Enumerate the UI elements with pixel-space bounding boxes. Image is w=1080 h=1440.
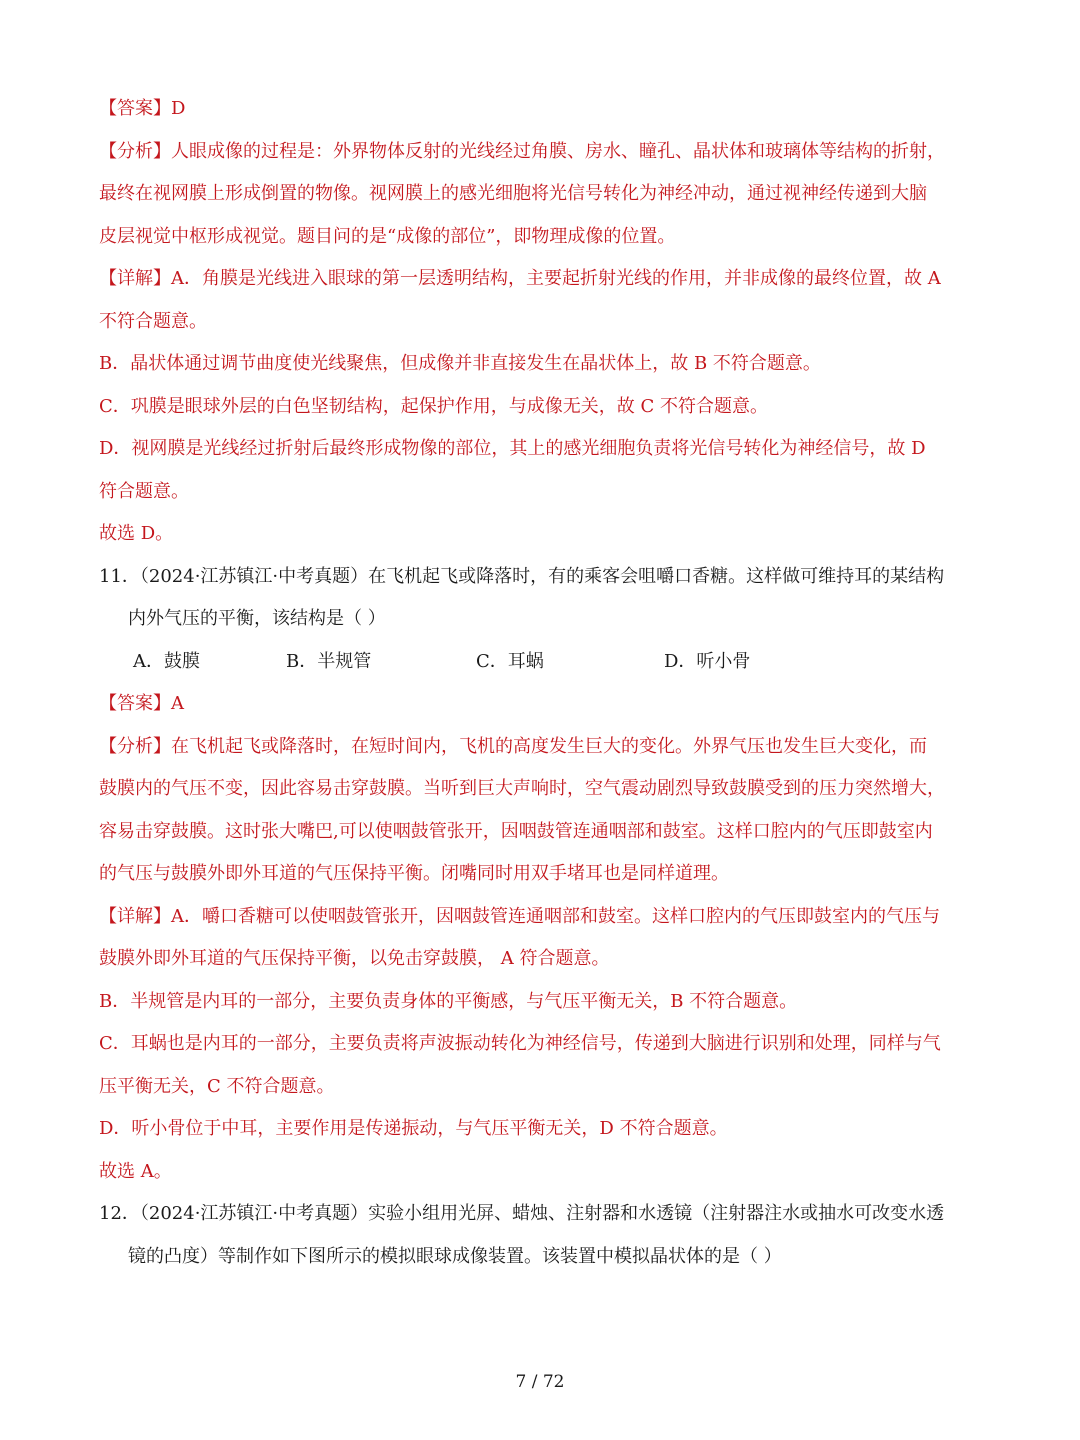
detail-line: 【详解】A．嚼口香糖可以使咽鼓管张开，因咽鼓管连通咽部和鼓室。这样口腔内的气压即鼓室内的气压与	[99, 906, 940, 927]
question-stem: 12．（2024·江苏镇江·中考真题）实验小组用光屏、蜡烛、注射器和水透镜（注射器注水或抽水可改变水透	[99, 1203, 945, 1224]
detail-line: 不符合题意。	[99, 311, 207, 332]
detail-line: 压平衡无关，C 不符合题意。	[99, 1076, 335, 1097]
final-choice: 故选 A。	[99, 1161, 172, 1182]
question-stem: 11．（2024·江苏镇江·中考真题）在飞机起飞或降落时，有的乘客会咀嚼口香糖。这样做可维持耳的某结构	[99, 566, 945, 587]
option-d: D．听小骨	[664, 651, 751, 672]
analysis-line: 容易击穿鼓膜。这时张大嘴巴,可以使咽鼓管张开，因咽鼓管连通咽部和鼓室。这样口腔内的气压即鼓室内	[99, 821, 933, 842]
detail-line: C．耳蜗也是内耳的一部分，主要负责将声波振动转化为神经信号，传递到大脑进行识别和处理，同样与气	[99, 1033, 941, 1054]
detail-line: D．听小骨位于中耳，主要作用是传递振动，与气压平衡无关，D 不符合题意。	[99, 1118, 728, 1139]
page-number: 7 / 72	[515, 1372, 565, 1392]
detail-line: B．晶状体通过调节曲度使光线聚焦，但成像并非直接发生在晶状体上，故 B 不符合题意。	[99, 353, 821, 374]
analysis-line: 鼓膜内的气压不变，因此容易击穿鼓膜。当听到巨大声响时，空气震动剧烈导致鼓膜受到的压力突然增大，	[99, 778, 945, 799]
question-stem: 内外气压的平衡，该结构是（ ）	[128, 608, 386, 629]
detail-line: B．半规管是内耳的一部分，主要负责身体的平衡感，与气压平衡无关，B 不符合题意。	[99, 991, 798, 1012]
detail-line: 符合题意。	[99, 481, 189, 502]
answer-label: 【答案】D	[99, 98, 186, 119]
option-b: B．半规管	[286, 651, 372, 672]
analysis-line: 皮层视觉中枢形成视觉。题目问的是“成像的部位”，即物理成像的位置。	[99, 226, 676, 247]
option-c: C．耳蜗	[476, 651, 544, 672]
question-stem: 镜的凸度）等制作如下图所示的模拟眼球成像装置。该装置中模拟晶状体的是（ ）	[128, 1246, 782, 1267]
detail-line: 【详解】A．角膜是光线进入眼球的第一层透明结构，主要起折射光线的作用，并非成像的最终位置，故 A	[99, 268, 941, 289]
detail-line: C．巩膜是眼球外层的白色坚韧结构，起保护作用，与成像无关，故 C 不符合题意。	[99, 396, 768, 417]
analysis-line: 【分析】人眼成像的过程是：外界物体反射的光线经过角膜、房水、瞳孔、晶状体和玻璃体等结构的折射，	[99, 141, 945, 162]
option-a: A．鼓膜	[133, 651, 200, 672]
final-choice: 故选 D。	[99, 523, 174, 544]
analysis-line: 最终在视网膜上形成倒置的物像。视网膜上的感光细胞将光信号转化为神经冲动，通过视神经传递到大脑	[99, 183, 927, 204]
answer-label: 【答案】A	[99, 693, 184, 714]
analysis-line: 的气压与鼓膜外即外耳道的气压保持平衡。闭嘴同时用双手堵耳也是同样道理。	[99, 863, 729, 884]
detail-line: 鼓膜外即外耳道的气压保持平衡，以免击穿鼓膜， A 符合题意。	[99, 948, 610, 969]
analysis-line: 【分析】在飞机起飞或降落时，在短时间内，飞机的高度发生巨大的变化。外界气压也发生巨大变化，而	[99, 736, 927, 757]
detail-line: D．视网膜是光线经过折射后最终形成物像的部位，其上的感光细胞负责将光信号转化为神经信号，故 D	[99, 438, 926, 459]
